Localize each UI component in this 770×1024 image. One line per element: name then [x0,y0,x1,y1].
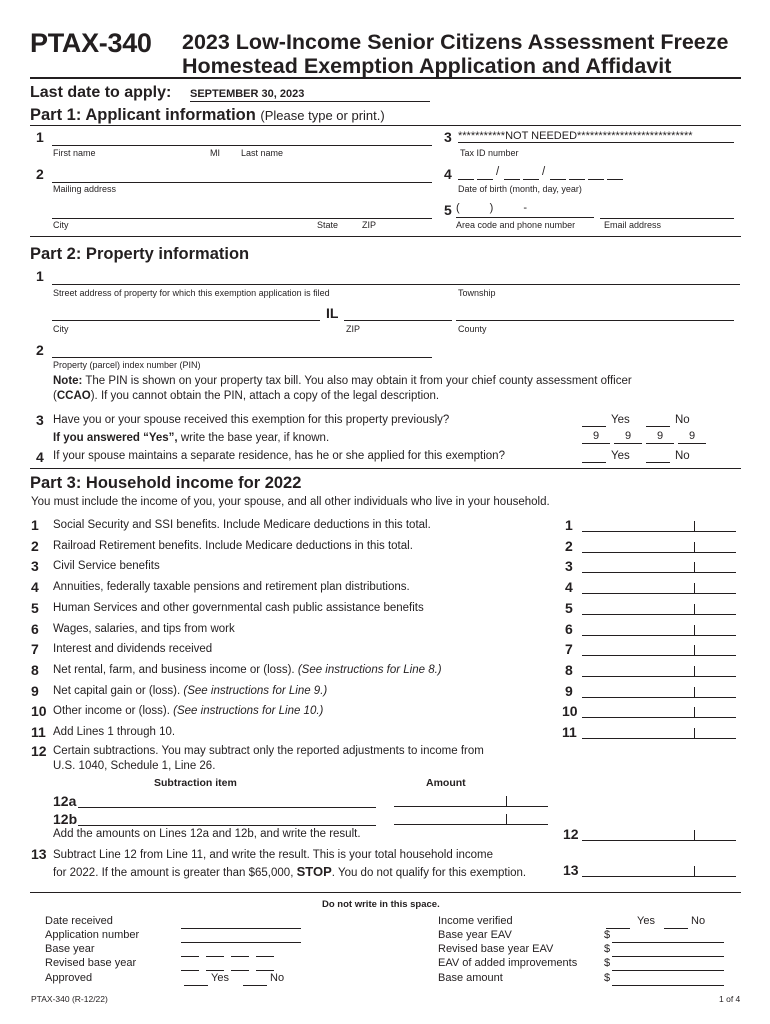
p1-line3-num: 3 [444,129,452,145]
income-line-text: Net rental, farm, and business income or (loss). (See instructions for Line 8.) [53,664,442,676]
income-line-amount-field[interactable] [582,642,736,656]
state-caption: State [317,220,339,230]
p1-line1-num: 1 [36,129,44,145]
q4-no-label: No [675,450,690,462]
application-number-field[interactable] [181,931,301,943]
part2-bottom-rule [30,468,741,469]
date-received-field[interactable] [181,917,301,929]
form-title-line2: Homestead Exemption Application and Affidavit [182,54,672,78]
income-line-text: Add Lines 1 through 10. [53,726,176,738]
dollar-sign: $ [604,957,611,969]
first-name-caption: First name [53,148,96,158]
il-label: IL [326,305,339,321]
base-year-digit-3[interactable] [231,945,249,957]
p2-line2-num: 2 [36,342,44,358]
county-caption: County [458,324,487,334]
income-line-amount-field[interactable] [582,704,736,718]
base-year-digit[interactable]: 9 [646,430,674,444]
income-line-num: 11 [31,724,46,740]
phone-caption: Area code and phone number [456,220,576,230]
income-line-num-right: 3 [565,558,573,574]
form-code: PTAX-340 [30,28,152,58]
revised-base-year-digit-2[interactable] [206,959,224,971]
income-line-num: 7 [31,641,39,657]
line12-add-text: Add the amounts on Lines 12a and 12b, and write the result. [53,828,361,840]
income-line-text: Railroad Retirement benefits. Include Medicare deductions in this total. [53,540,413,552]
pin-note-line1: Note: The PIN is shown on your property tax bill. You also may obtain it from your chief county assessment officer [53,375,632,387]
income-line-num-right: 6 [565,621,573,637]
income-line-num: 4 [31,579,39,595]
email-field[interactable] [600,203,734,219]
pin-field[interactable] [52,342,432,358]
page-number: 1 of 4 [719,994,741,1004]
q4-yes-label: Yes [611,450,630,462]
p2-city-caption: City [53,324,69,334]
q4-num: 4 [36,449,44,465]
part1-bottom-rule [30,236,741,237]
income-line-text: Interest and dividends received [53,643,213,655]
line12b-label: 12b [53,811,78,827]
line13-text2: for 2022. If the amount is greater than $65,000, STOP. You do not qualify for this exemption. [53,864,527,879]
income-verified-label: Income verified [438,915,513,927]
q4-text: If your spouse maintains a separate residence, has he or she applied for this exemption? [53,450,505,462]
income-line-num: 6 [31,621,39,637]
tax-id-field[interactable]: ***********NOT NEEDED*************************** [458,130,734,143]
line12a-label: 12a [53,793,77,809]
dob-month-2[interactable] [477,168,493,180]
pin-note-line2: (CCAO). If you cannot obtain the PIN, attach a copy of the legal description. [53,390,440,402]
income-line-text: Annuities, federally taxable pensions and retirement plan distributions. [53,581,410,593]
income-line-amount-field[interactable] [582,601,736,615]
income-line-text: Wages, salaries, and tips from work [53,623,235,635]
q4-no-blank[interactable] [646,451,670,463]
approved-no-blank[interactable] [243,974,267,986]
township-caption: Township [458,288,496,298]
q3-yes-label: Yes [611,414,630,426]
income-verified-no-blank[interactable] [664,917,688,929]
mailing-address-caption: Mailing address [53,184,117,194]
base-year-digit-4[interactable] [256,945,274,957]
base-year-digit[interactable]: 9 [678,430,706,444]
q3-text: Have you or your spouse received this exemption for this property previously? [53,414,450,426]
dob-year-2[interactable] [569,168,585,180]
eav-improvements-field[interactable] [612,959,724,971]
city-state-zip-field[interactable] [52,203,432,219]
city-caption: City [53,220,69,230]
zip-caption: ZIP [362,220,377,230]
income-line-num-right: 1 [565,517,573,533]
form-title-line1: 2023 Low-Income Senior Citizens Assessment Freeze [182,30,729,54]
approved-yes-blank[interactable] [184,974,208,986]
income-line-amount-field[interactable] [582,559,736,573]
income-line-num-right: 5 [565,600,573,616]
p1-line4-num: 4 [444,166,452,182]
income-line-text: Net capital gain or (loss). (See instructions for Line 9.) [53,685,328,697]
amount-header: Amount [426,777,466,789]
income-line-amount-field[interactable] [582,622,736,636]
county-field[interactable] [456,305,734,321]
income-verified-no: No [691,915,706,927]
base-year-eav-field[interactable] [612,931,724,943]
income-line-amount-field[interactable] [582,539,736,553]
base-amount-label: Base amount [438,972,503,984]
dob-year-4[interactable] [607,168,623,180]
income-line-num: 2 [31,538,39,554]
part3-bottom-rule [30,892,741,893]
line12b-amount-field[interactable] [394,811,548,825]
email-caption: Email address [604,220,662,230]
line13-text1: Subtract Line 12 from Line 11, and write the result. This is your total household income [53,849,494,861]
line13-num-right: 13 [563,862,579,878]
base-amount-field[interactable] [612,974,724,986]
q3-no-label: No [675,414,690,426]
p1-line5-num: 5 [444,202,452,218]
base-year-label: Base year [45,943,95,955]
tax-id-caption: Tax ID number [460,148,519,158]
income-line-num-right: 4 [565,579,573,595]
revised-base-year-digit-4[interactable] [256,959,274,971]
income-line-text: Other income or (loss). (See instructions for Line 10.) [53,705,324,717]
eav-improvements-label: EAV of added improvements [438,957,578,969]
part1-rule [30,125,741,126]
line12b-item-field[interactable] [78,810,376,826]
income-line-num: 9 [31,683,39,699]
line12-text2: U.S. 1040, Schedule 1, Line 26. [53,760,216,772]
part3-intro: You must include the income of you, your spouse, and all other individuals who live in your household. [31,496,550,508]
base-year-digits[interactable] [582,430,710,444]
part1-heading: Part 1: Applicant information (Please type or print.) [30,106,385,124]
income-line-num-right: 9 [565,683,573,699]
line12-num-right: 12 [563,826,579,842]
approved-label: Approved [45,972,93,984]
p2-line1-num: 1 [36,268,44,284]
property-street-field[interactable] [52,269,740,285]
base-year-digit-2[interactable] [206,945,224,957]
base-year-digit[interactable]: 9 [614,430,642,444]
revised-base-year-eav-label: Revised base year EAV [438,943,554,955]
header-rule [30,77,741,79]
line12a-amount-field[interactable] [394,793,548,807]
line12-text1: Certain subtractions. You may subtract only the reported adjustments to income from [53,745,484,757]
line13-amount-field[interactable] [582,863,736,877]
revised-base-year-digit-1[interactable] [181,959,199,971]
income-line-amount-field[interactable] [582,725,736,739]
line13-num: 13 [31,846,47,862]
p1-line2-num: 2 [36,166,44,182]
income-line-text: Civil Service benefits [53,560,160,572]
income-line-amount-field[interactable] [582,518,736,532]
q3-no-blank[interactable] [646,415,670,427]
q3-num: 3 [36,412,44,428]
mi-caption: MI [210,148,220,158]
income-line-text: Social Security and SSI benefits. Include Medicare deductions in this total. [53,519,431,531]
q3-yes-blank[interactable] [582,415,606,427]
approved-yes-label: Yes [211,972,229,984]
dollar-sign: $ [604,972,611,984]
pin-caption: Property (parcel) index number (PIN) [53,360,201,370]
line12-amount-field[interactable] [582,827,736,841]
revised-base-year-digit-3[interactable] [231,959,249,971]
base-year-eav-label: Base year EAV [438,929,512,941]
property-zip-field[interactable] [344,305,452,321]
property-city-field[interactable] [52,305,320,321]
subtraction-item-header: Subtraction item [154,777,237,789]
income-line-amount-field[interactable] [582,580,736,594]
mailing-address-field[interactable] [52,167,432,183]
q3-followup: If you answered “Yes”, write the base year, if known. [53,432,330,444]
income-line-num: 3 [31,558,39,574]
p2-zip-caption: ZIP [346,324,361,334]
dollar-sign: $ [604,929,611,941]
line12a-item-field[interactable] [78,792,376,808]
dollar-sign: $ [604,943,611,955]
income-line-num-right: 2 [565,538,573,554]
dob-day-2[interactable] [523,168,539,180]
approved-no-label: No [270,972,285,984]
part2-heading: Part 2: Property information [30,245,250,263]
income-line-amount-field[interactable] [582,684,736,698]
last-name-caption: Last name [241,148,284,158]
revised-base-year-eav-field[interactable] [612,945,724,957]
line12-num: 12 [31,743,47,759]
dob-caption: Date of birth (month, day, year) [458,184,582,194]
application-number-label: Application number [45,929,140,941]
dob-day-1[interactable] [504,168,520,180]
dob-year-3[interactable] [588,168,604,180]
income-verified-yes: Yes [637,915,655,927]
base-year-digit[interactable]: 9 [582,430,610,444]
part3-heading: Part 3: Household income for 2022 [30,474,302,492]
phone-field[interactable]: ( ) - [456,202,594,218]
income-line-num-right: 10 [562,703,578,719]
name-field[interactable] [52,130,432,146]
income-line-num: 5 [31,600,39,616]
income-line-num-right: 11 [562,724,577,740]
income-line-text: Human Services and other governmental cash public assistance benefits [53,602,424,614]
last-date-value: SEPTEMBER 30, 2023 [190,88,430,102]
base-year-digit-1[interactable] [181,945,199,957]
income-line-num-right: 8 [565,662,573,678]
office-use-heading: Do not write in this space. [322,899,440,910]
income-line-num: 8 [31,662,39,678]
income-verified-yes-blank[interactable] [606,917,630,929]
street-caption: Street address of property for which this exemption application is filed [53,288,330,298]
last-date-label: Last date to apply: [30,84,172,101]
income-line-num-right: 7 [565,641,573,657]
income-line-num: 1 [31,517,39,533]
dob-year-1[interactable] [550,168,566,180]
revised-base-year-label: Revised base year [45,957,137,969]
income-line-amount-field[interactable] [582,663,736,677]
dob-month-1[interactable] [458,168,474,180]
date-received-label: Date received [45,915,113,927]
form-revision: PTAX-340 (R-12/22) [31,994,108,1004]
income-line-num: 10 [31,703,47,719]
q4-yes-blank[interactable] [582,451,606,463]
